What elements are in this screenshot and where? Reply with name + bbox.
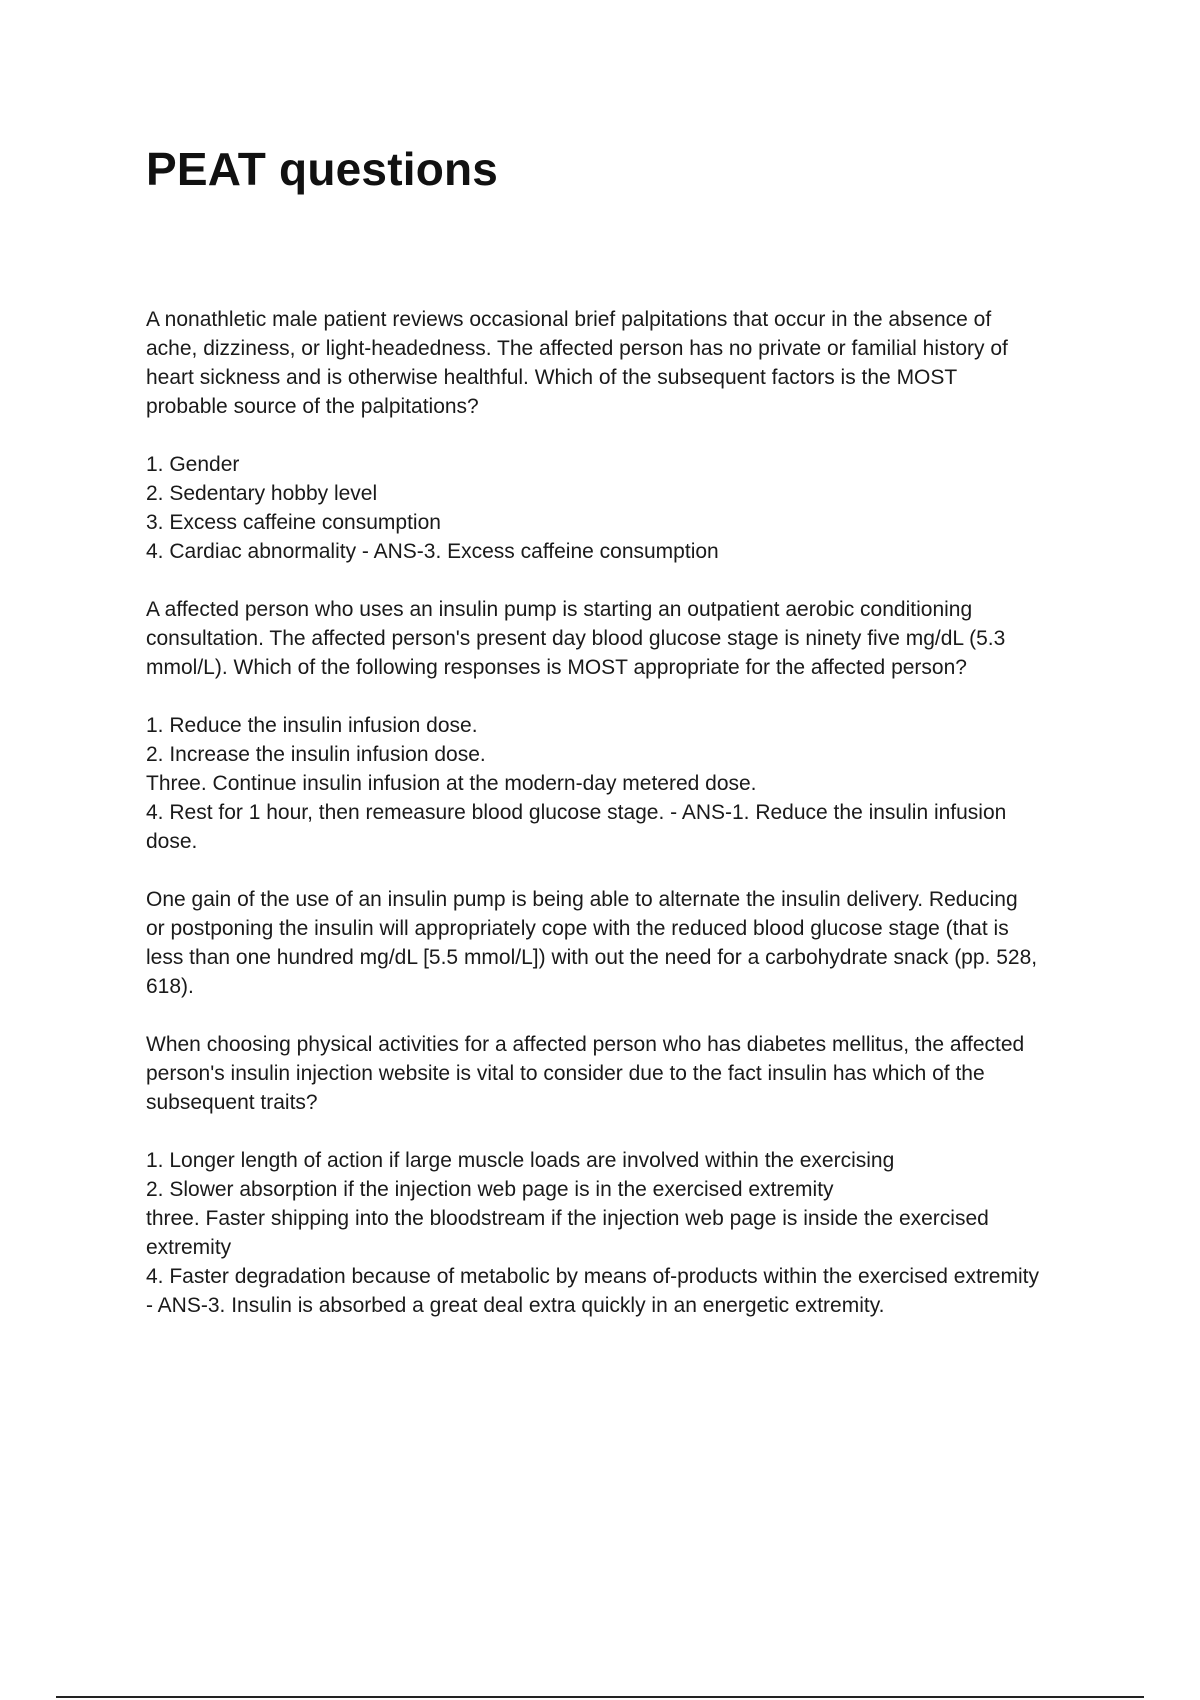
question-3-stem: [146, 1030, 1096, 1117]
option-line: 2. Increase the insulin infusion dose.: [146, 743, 486, 766]
option-line: dose.: [146, 830, 198, 853]
question-2-stem: [146, 595, 1096, 682]
text-line: consultation. The affected person's present day blood glucose stage is ninety five mg/dL (5.3: [146, 627, 1006, 650]
text-line: One gain of the use of an insulin pump is being able to alternate the insulin delivery. Reducing: [146, 888, 1018, 911]
text-line: A nonathletic male patient reviews occasional brief palpitations that occur in the absence of: [146, 308, 992, 331]
text-line: mmol/L). Which of the following responses is MOST appropriate for the affected person?: [146, 656, 967, 679]
option-line: 4. Faster degradation because of metabolic by means of-products within the exercised extremity: [146, 1265, 1039, 1288]
text-line: less than one hundred mg/dL [5.5 mmol/L]) with out the need for a carbohydrate snack (pp. 528,: [146, 946, 1038, 969]
question-1-stem: [146, 305, 1096, 421]
question-3-options: [146, 1146, 1096, 1320]
option-line: 1. Gender: [146, 453, 240, 476]
option-line: 1. Reduce the insulin infusion dose.: [146, 714, 478, 737]
option-line: three. Faster shipping into the bloodstream if the injection web page is inside the exercised: [146, 1207, 989, 1230]
option-line: 4. Cardiac abnormality - ANS-3. Excess caffeine consumption: [146, 540, 719, 563]
option-line: 2. Sedentary hobby level: [146, 482, 378, 505]
text-line: ache, dizziness, or light-headedness. The affected person has no private or familial history of: [146, 337, 1008, 360]
page-title: PEAT questions: [146, 143, 499, 195]
question-2-options: [146, 711, 1096, 856]
text-line: 618).: [146, 975, 194, 998]
page-bottom-divider: [56, 1696, 1144, 1698]
question-1-options: [146, 450, 1096, 566]
text-line: subsequent traits?: [146, 1091, 318, 1114]
document-body: [146, 305, 1096, 1349]
text-line: When choosing physical activities for a affected person who has diabetes mellitus, the affected: [146, 1033, 1025, 1056]
option-line: - ANS-3. Insulin is absorbed a great deal extra quickly in an energetic extremity.: [146, 1294, 885, 1317]
text-line: heart sickness and is otherwise healthful. Which of the subsequent factors is the MOST: [146, 366, 958, 389]
option-line: 2. Slower absorption if the injection web page is in the exercised extremity: [146, 1178, 834, 1201]
text-line: A affected person who uses an insulin pump is starting an outpatient aerobic conditioning: [146, 598, 973, 621]
option-line: extremity: [146, 1236, 232, 1259]
question-2-rationale: [146, 885, 1096, 1001]
option-line: Three. Continue insulin infusion at the modern-day metered dose.: [146, 772, 757, 795]
text-line: probable source of the palpitations?: [146, 395, 479, 418]
option-line: 3. Excess caffeine consumption: [146, 511, 441, 534]
option-line: 4. Rest for 1 hour, then remeasure blood glucose stage. - ANS-1. Reduce the insulin infusion: [146, 801, 1007, 824]
text-line: or postponing the insulin will appropriately cope with the reduced blood glucose stage (that is: [146, 917, 1009, 940]
text-line: person's insulin injection website is vital to consider due to the fact insulin has which of the: [146, 1062, 985, 1085]
option-line: 1. Longer length of action if large muscle loads are involved within the exercising: [146, 1149, 895, 1172]
